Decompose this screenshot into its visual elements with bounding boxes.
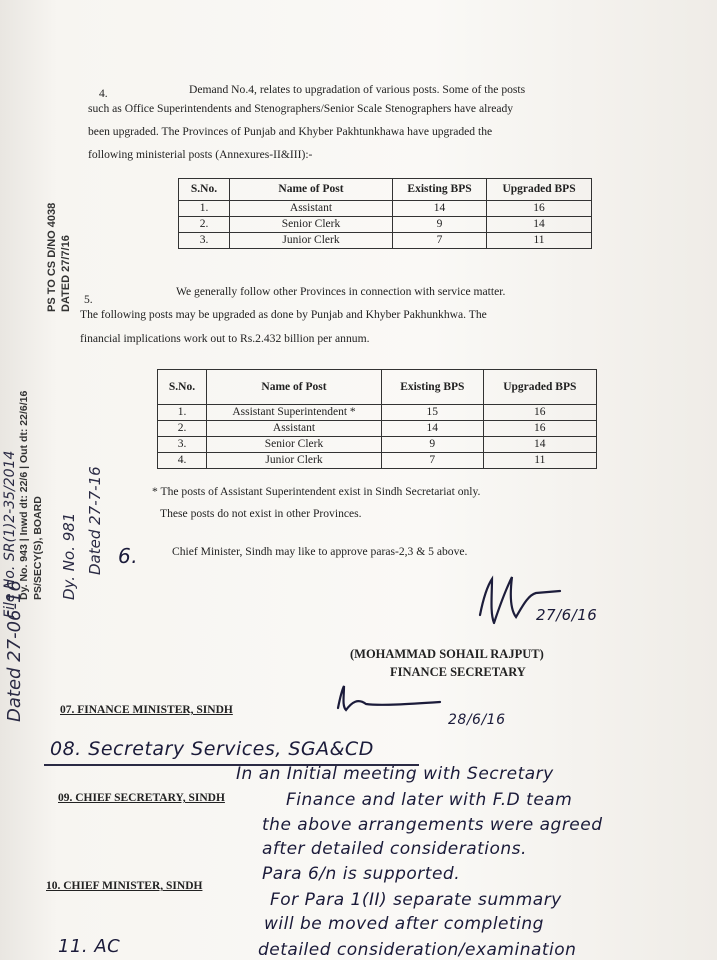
para5-number: 5. (84, 293, 93, 306)
routing-chief-secretary: 09. CHIEF SECRETARY, SINDH (58, 792, 225, 804)
signatory-title: FINANCE SECRETARY (390, 665, 526, 679)
cell-sno: 4. (158, 453, 207, 469)
signature-date: 27/6/16 (536, 606, 598, 624)
cell-post: Senior Clerk (207, 437, 382, 453)
col-upgraded-bps: Upgraded BPS (483, 370, 596, 405)
note-line-2: Finance and later with F.D team (286, 790, 573, 810)
cell-upgraded: 16 (483, 421, 596, 437)
para4-line2: such as Office Superintendents and Stenographers/Senior Scale Stenographers have already (88, 102, 514, 115)
footnote-line2: These posts do not exist in other Provinces. (160, 507, 362, 520)
diary-number-stamp: Dy. No. 943 | Inwd dt: 22/6 | Out dt: 22/6/16 (18, 390, 30, 600)
para5-line3: financial implications work out to Rs.2.432 billion per annum. (80, 332, 370, 345)
cell-post: Junior Clerk (207, 453, 382, 469)
cell-sno: 3. (158, 437, 207, 453)
ps-stamp-line1: PS TO CS D/NO 4038 (46, 202, 58, 312)
cell-existing: 14 (393, 201, 487, 217)
cell-upgraded: 16 (487, 201, 592, 217)
file-number-stamp: File No. SR(1)2-35/2014 (2, 450, 18, 618)
para6-number: 6. (118, 544, 139, 568)
note-line-5: Para 6/n is supported. (262, 864, 461, 884)
para4-line4: following ministerial posts (Annexures-II&III):- (88, 148, 313, 161)
cell-post: Assistant (230, 201, 393, 217)
routing-chief-minister: 10. CHIEF MINISTER, SINDH (46, 880, 203, 892)
col-sno: S.No. (158, 370, 207, 405)
table-header-row (179, 179, 592, 201)
cell-upgraded: 14 (483, 437, 596, 453)
cell-sno: 2. (179, 217, 230, 233)
routing-secretary-services: 08. Secretary Services, SGA&CD (50, 738, 374, 760)
cell-existing: 7 (393, 233, 487, 249)
ps-stamp-line2: DATED 27/7/16 (60, 235, 72, 312)
cell-existing: 7 (382, 453, 484, 469)
routing-ac: 11. AC (58, 936, 121, 957)
note-line-8: detailed consideration/examination (258, 940, 577, 960)
para5-line2: The following posts may be upgraded as done by Punjab and Khyber Pakhunkhwa. The (80, 308, 487, 321)
table-row (158, 453, 597, 469)
note-line-6: For Para 1(II) separate summary (270, 890, 562, 910)
cell-upgraded: 11 (483, 453, 596, 469)
cell-existing: 14 (382, 421, 484, 437)
para4-line1: Demand No.4, relates to upgradation of various posts. Some of the posts (189, 83, 526, 96)
para4-line3: been upgraded. The Provinces of Punjab and Khyber Pakhtunkhawa have upgraded the (88, 125, 493, 138)
cell-upgraded: 11 (487, 233, 592, 249)
dated-stamp-2: Dated 27-7-16 (86, 466, 104, 575)
posts-table-proposed (157, 369, 597, 469)
posts-table-punjab-kp (178, 178, 592, 249)
cell-existing: 9 (382, 437, 484, 453)
finance-secretary-signature (470, 565, 620, 640)
note-line-4: after detailed considerations. (262, 839, 527, 859)
cell-post: Assistant Superintendent * (207, 405, 382, 421)
table-row (158, 437, 597, 453)
diary-number-2: Dy. No. 981 (60, 512, 78, 600)
table-row (179, 217, 592, 233)
cell-existing: 15 (382, 405, 484, 421)
footnote-line1: * The posts of Assistant Superintendent exist in Sindh Secretariat only. (152, 485, 481, 498)
col-existing-bps: Existing BPS (393, 179, 487, 201)
note-line-1: In an Initial meeting with Secretary (236, 764, 554, 784)
para4-number: 4. (99, 87, 108, 100)
routing-finance-minister: 07. FINANCE MINISTER, SINDH (60, 704, 233, 716)
cell-sno: 1. (158, 405, 207, 421)
table-row (179, 201, 592, 217)
col-existing-bps: Existing BPS (382, 370, 484, 405)
cell-upgraded: 16 (483, 405, 596, 421)
cell-post: Junior Clerk (230, 233, 393, 249)
col-name-of-post: Name of Post (230, 179, 393, 201)
table-row (158, 405, 597, 421)
cell-existing: 9 (393, 217, 487, 233)
signatory-name: (MOHAMMAD SOHAIL RAJPUT) (350, 647, 544, 661)
psb-stamp: PS/SECY(S), BOARD (32, 496, 44, 600)
note-line-7: will be moved after completing (264, 914, 544, 934)
cell-post: Senior Clerk (230, 217, 393, 233)
cell-sno: 3. (179, 233, 230, 249)
cell-sno: 2. (158, 421, 207, 437)
para6-text: Chief Minister, Sindh may like to approve paras-2,3 & 5 above. (172, 545, 468, 558)
table-row (158, 421, 597, 437)
col-name-of-post: Name of Post (207, 370, 382, 405)
table-row (179, 233, 592, 249)
dated-stamp-3: Dated 27-06-16 (4, 580, 25, 722)
col-upgraded-bps: Upgraded BPS (487, 179, 592, 201)
cell-post: Assistant (207, 421, 382, 437)
finance-minister-date: 28/6/16 (448, 712, 506, 728)
para5-line1: We generally follow other Provinces in connection with service matter. (176, 285, 506, 298)
table-header-row (158, 370, 597, 405)
finance-minister-initials (330, 680, 450, 720)
cell-sno: 1. (179, 201, 230, 217)
cell-upgraded: 14 (487, 217, 592, 233)
note-line-3: the above arrangements were agreed (262, 815, 603, 835)
col-sno: S.No. (179, 179, 230, 201)
